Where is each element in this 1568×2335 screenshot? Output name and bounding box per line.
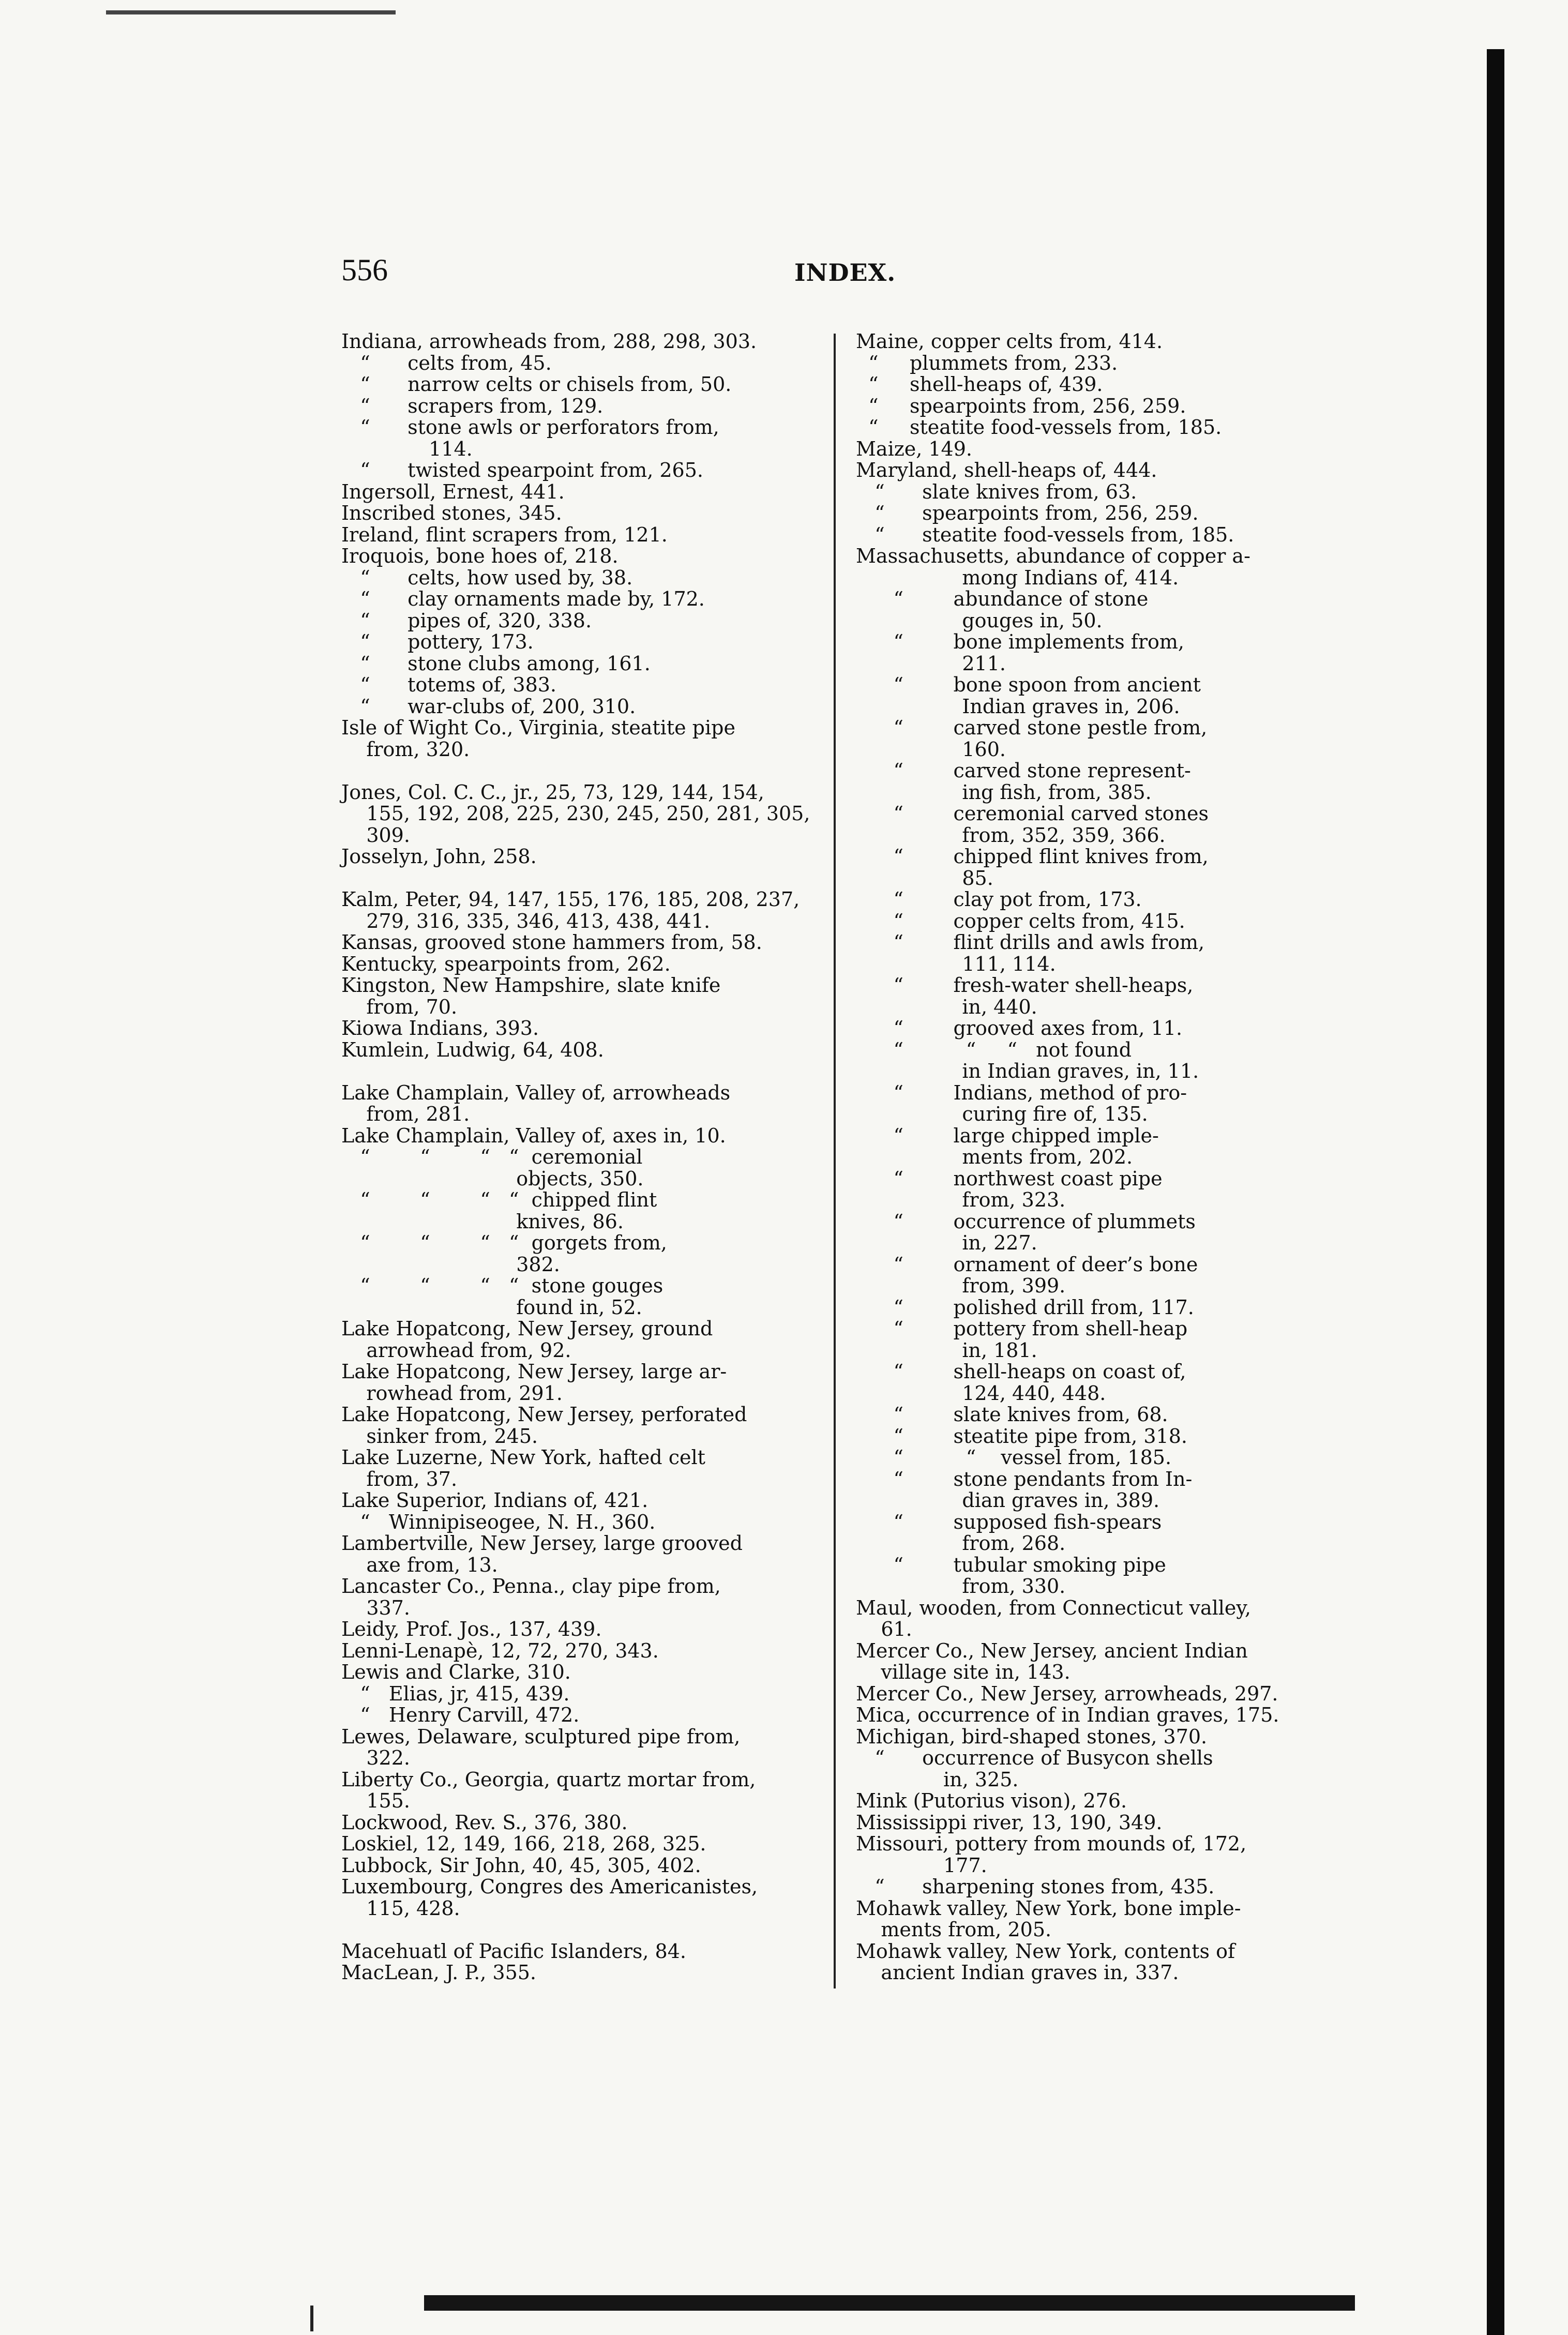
index-entry-line (341, 1061, 833, 1082)
index-entry-line: 322. (341, 1746, 410, 1769)
index-entry-line: Lambertville, New Jersey, large grooved (341, 1532, 743, 1555)
index-entry-line: “ steatite food-vessels from, 185. (856, 416, 1222, 439)
index-entry-line: from, 281. (341, 1103, 470, 1125)
index-entry-line: Lancaster Co., Penna., clay pipe from, (341, 1575, 721, 1598)
index-entry-line: 309. (341, 823, 410, 847)
index-entry-line: “ “ “ not found (856, 1038, 1132, 1061)
index-entry-line: arrowhead from, 92. (341, 1338, 571, 1362)
bottom-edge-bar (424, 2295, 1355, 2311)
index-entry-line: Lake Hopatcong, New Jersey, ground (341, 1317, 713, 1340)
index-entry-line: Ireland, flint scrapers from, 121. (341, 523, 668, 546)
index-entry-line: “ “ “ “ gorgets from, (341, 1231, 667, 1254)
index-entry-line: “ bone spoon from ancient (856, 673, 1201, 696)
index-entry-line: 337. (341, 1596, 410, 1619)
index-entry-line: “ slate knives from, 63. (856, 480, 1137, 503)
index-entry-line: “ carved stone pestle from, (856, 716, 1208, 739)
index-entry-line: “ steatite food-vessels from, 185. (856, 523, 1234, 546)
index-entry-line: “ grooved axes from, 11. (856, 1017, 1183, 1040)
index-entry-line: “ northwest coast pipe (856, 1167, 1163, 1190)
index-entry-line: Isle of Wight Co., Virginia, steatite pipe (341, 716, 735, 739)
index-entry-line (341, 760, 833, 782)
index-entry-line: Lake Champlain, Valley of, arrowheads (341, 1081, 731, 1104)
index-entry-line: Inscribed stones, 345. (341, 502, 562, 524)
index-entry-line: Maine, copper celts from, 414. (856, 330, 1163, 353)
index-entry-line: in, 227. (856, 1231, 1037, 1254)
index-entry-line: from, 268. (856, 1532, 1066, 1555)
index-entry-line: “ tubular smoking pipe (856, 1553, 1166, 1576)
index-entry-line: sinker from, 245. (341, 1424, 538, 1448)
index-entry-line: curing fire of, 135. (856, 1103, 1148, 1125)
index-entry-line: Maize, 149. (856, 437, 972, 460)
index-entry-line: gouges in, 50. (856, 609, 1103, 632)
index-entry-line: “ “ “ “ ceremonial (341, 1146, 643, 1168)
index-entry-line: “ abundance of stone (856, 587, 1149, 610)
column-divider (834, 334, 836, 1988)
index-entry-line: Indiana, arrowheads from, 288, 298, 303. (341, 330, 757, 353)
index-entry-line: 115, 428. (341, 1896, 460, 1920)
index-entry-line: Maul, wooden, from Connecticut valley, (856, 1596, 1251, 1619)
index-entry-line: Lewes, Delaware, sculptured pipe from, (341, 1725, 741, 1748)
index-entry-line: “ celts, how used by, 38. (341, 566, 633, 589)
index-entry-line: Macehuatl of Pacific Islanders, 84. (341, 1939, 686, 1963)
index-entry-line: Missouri, pottery from mounds of, 172, (856, 1832, 1247, 1855)
page-number: 556 (341, 253, 388, 287)
index-entry-line: Kumlein, Ludwig, 64, 408. (341, 1038, 604, 1061)
index-entry-line: “ clay pot from, 173. (856, 888, 1142, 911)
index-entry-line: 85. (856, 866, 993, 890)
index-entry-line: 279, 316, 335, 346, 413, 438, 441. (341, 909, 711, 932)
index-entry-line: from, 37. (341, 1467, 458, 1490)
index-entry-line: “ fresh-water shell-heaps, (856, 974, 1194, 997)
index-entry-line: ing fish, from, 385. (856, 780, 1152, 804)
index-entry-line: “ spearpoints from, 256, 259. (856, 394, 1186, 417)
index-entry-line: Michigan, bird-shaped stones, 370. (856, 1725, 1208, 1748)
index-entry-line: “ polished drill from, 117. (856, 1295, 1194, 1319)
index-entry-line: Luxembourg, Congres des Americanistes, (341, 1875, 758, 1898)
index-entry-line: 61. (856, 1618, 912, 1640)
index-entry-line: Lake Hopatcong, New Jersey, large ar- (341, 1360, 727, 1383)
index-entry-line: axe from, 13. (341, 1553, 498, 1576)
index-entry-line: Mohawk valley, New York, bone imple- (856, 1896, 1241, 1920)
index-entry-line: in, 181. (856, 1338, 1037, 1362)
index-entry-line: “ stone pendants from In- (856, 1467, 1193, 1490)
index-entry-line: “ Indians, method of pro- (856, 1081, 1187, 1104)
index-entry-line: Mica, occurrence of in Indian graves, 175. (856, 1704, 1279, 1726)
index-entry-line: from, 330. (856, 1575, 1066, 1598)
index-entry-line: objects, 350. (341, 1167, 644, 1190)
index-entry-line: Kingston, New Hampshire, slate knife (341, 974, 721, 997)
index-entry-line: Lockwood, Rev. S., 376, 380. (341, 1811, 628, 1834)
index-entry-line: “ bone implements from, (856, 630, 1184, 653)
index-entry-line: “ shell-heaps on coast of, (856, 1360, 1186, 1383)
index-entry-line: Lake Hopatcong, New Jersey, perforated (341, 1403, 747, 1426)
index-entry-line: ments from, 205. (856, 1918, 1052, 1941)
index-entry-line: Lubbock, Sir John, 40, 45, 305, 402. (341, 1854, 701, 1877)
index-entry-line: from, 352, 359, 366. (856, 823, 1166, 847)
index-entry-line: in Indian graves, in, 11. (856, 1060, 1199, 1082)
index-entry-line: “ pottery from shell-heap (856, 1317, 1188, 1340)
index-entry-line: MacLean, J. P., 355. (341, 1961, 537, 1984)
index-entry-line: “ war-clubs of, 200, 310. (341, 695, 636, 718)
index-entry-line: knives, 86. (341, 1210, 624, 1233)
index-entry-line: Kansas, grooved stone hammers from, 58. (341, 931, 762, 954)
index-entry-line (341, 868, 833, 890)
index-entry-line: village site in, 143. (856, 1661, 1071, 1683)
index-entry-line: Lenni-Lenapè, 12, 72, 270, 343. (341, 1639, 659, 1662)
index-entry-line: “ occurrence of Busycon shells (856, 1746, 1213, 1769)
index-entry-line: “ occurrence of plummets (856, 1210, 1196, 1233)
index-entry-line: “ ceremonial carved stones (856, 802, 1209, 825)
index-entry-line: Kiowa Indians, 393. (341, 1017, 539, 1040)
index-entry-line: from, 320. (341, 737, 470, 761)
index-entry-line: “ stone awls or perforators from, (341, 416, 719, 439)
index-entry-line: Maryland, shell-heaps of, 444. (856, 459, 1157, 481)
binding-edge-bar (1487, 49, 1504, 2335)
index-entry-line: Loskiel, 12, 149, 166, 218, 268, 325. (341, 1832, 706, 1855)
index-entry-line: “ narrow celts or chisels from, 50. (341, 373, 732, 396)
index-entry-line: from, 323. (856, 1188, 1066, 1211)
index-entry-line: Mercer Co., New Jersey, arrowheads, 297. (856, 1682, 1278, 1705)
top-edge-mark (106, 10, 396, 14)
index-entry-line: Lake Superior, Indians of, 421. (341, 1489, 649, 1512)
index-entry-line: “ twisted spearpoint from, 265. (341, 459, 703, 481)
index-entry-line: 124, 440, 448. (856, 1381, 1106, 1405)
index-entry-line: “ carved stone represent- (856, 759, 1191, 782)
index-entry-line: Ingersoll, Ernest, 441. (341, 480, 565, 503)
index-entry-line: Mink (Putorius vison), 276. (856, 1789, 1127, 1812)
index-entry-line: from, 70. (341, 995, 458, 1018)
index-entry-line: 382. (341, 1253, 560, 1276)
index-entry-line: in, 325. (856, 1768, 1019, 1791)
bottom-left-mark (310, 2306, 313, 2331)
index-entry-line: “ Henry Carvill, 472. (341, 1704, 580, 1726)
index-entry-line: “ copper celts from, 415. (856, 909, 1185, 932)
index-entry-line: “ steatite pipe from, 318. (856, 1424, 1187, 1448)
index-entry-line: ments from, 202. (856, 1146, 1133, 1168)
index-entry-line: “ “ vessel from, 185. (856, 1446, 1172, 1469)
index-entry-line: Kentucky, spearpoints from, 262. (341, 952, 671, 975)
index-entry-line: Lake Champlain, Valley of, axes in, 10. (341, 1124, 726, 1147)
index-entry-line: Mercer Co., New Jersey, ancient Indian (856, 1639, 1248, 1662)
index-entry-line: dian graves in, 389. (856, 1489, 1160, 1512)
index-entry-line: “ scrapers from, 129. (341, 394, 604, 417)
index-entry-line: “ “ “ “ chipped flint (341, 1188, 657, 1211)
index-entry-line: Mississippi river, 13, 190, 349. (856, 1811, 1163, 1834)
index-entry-line: from, 399. (856, 1274, 1066, 1297)
index-entry-line: “ sharpening stones from, 435. (856, 1875, 1215, 1898)
index-entry-line: 177. (856, 1854, 987, 1877)
index-entry-line: Mohawk valley, New York, contents of (856, 1939, 1235, 1963)
page-header: INDEX. (794, 259, 896, 287)
index-entry-line: Leidy, Prof. Jos., 137, 439. (341, 1618, 602, 1640)
index-entry-line: Lewis and Clarke, 310. (341, 1661, 571, 1683)
index-entry-line: 155, 192, 208, 225, 230, 245, 250, 281, 305, (341, 802, 810, 825)
index-entry-line: Jones, Col. C. C., jr., 25, 73, 129, 144, 154, (341, 780, 764, 804)
index-entry-line: rowhead from, 291. (341, 1381, 563, 1405)
index-entry-line: “ spearpoints from, 256, 259. (856, 502, 1199, 524)
index-entry-line: “ slate knives from, 68. (856, 1403, 1168, 1426)
index-entry-line: “ Elias, jr, 415, 439. (341, 1682, 570, 1705)
index-entry-line: found in, 52. (341, 1295, 642, 1319)
index-entry-line: in, 440. (856, 995, 1037, 1018)
index-entry-line: Iroquois, bone hoes of, 218. (341, 545, 619, 567)
index-entry-line: “ flint drills and awls from, (856, 931, 1205, 954)
index-entry-line: Liberty Co., Georgia, quartz mortar from, (341, 1768, 756, 1791)
index-entry-line: “ celts from, 45. (341, 351, 552, 374)
index-entry-line: 155. (341, 1789, 410, 1812)
index-column-left (341, 331, 833, 1984)
index-entry-line: Lake Luzerne, New York, hafted celt (341, 1446, 705, 1469)
index-entry-line: “ ornament of deer’s bone (856, 1253, 1198, 1276)
index-entry-line: “ supposed fish-spears (856, 1510, 1162, 1533)
index-entry-line: Josselyn, John, 258. (341, 845, 537, 868)
index-entry-line: “ pottery, 173. (341, 630, 534, 653)
index-entry-line: “ plummets from, 233. (856, 351, 1118, 374)
index-entry-line: Indian graves in, 206. (856, 695, 1180, 718)
index-entry-line: “ pipes of, 320, 338. (341, 609, 592, 632)
index-entry-line: 111, 114. (856, 952, 1056, 975)
index-entry-line: Kalm, Peter, 94, 147, 155, 176, 185, 208, 237, (341, 888, 800, 911)
index-entry-line: mong Indians of, 414. (856, 566, 1179, 589)
index-entry-line: “ totems of, 383. (341, 673, 557, 696)
index-entry-line: Massachusetts, abundance of copper a- (856, 545, 1250, 567)
index-entry-line: ancient Indian graves in, 337. (856, 1961, 1179, 1984)
index-entry-line: “ chipped flint knives from, (856, 845, 1209, 868)
index-entry-line: “ shell-heaps of, 439. (856, 373, 1103, 396)
index-entry-line: “ “ “ “ stone gouges (341, 1274, 664, 1297)
index-entry-line: “ stone clubs among, 161. (341, 652, 651, 675)
index-entry-line: “ large chipped imple- (856, 1124, 1159, 1147)
index-entry-line: 211. (856, 652, 1006, 675)
index-column-right (856, 331, 1342, 1984)
index-entry-line: 114. (341, 437, 473, 460)
index-entry-line (341, 1919, 833, 1941)
index-entry-line: “ Winnipiseogee, N. H., 360. (341, 1510, 656, 1533)
index-entry-line: “ clay ornaments made by, 172. (341, 587, 705, 610)
index-entry-line: 160. (856, 737, 1006, 761)
